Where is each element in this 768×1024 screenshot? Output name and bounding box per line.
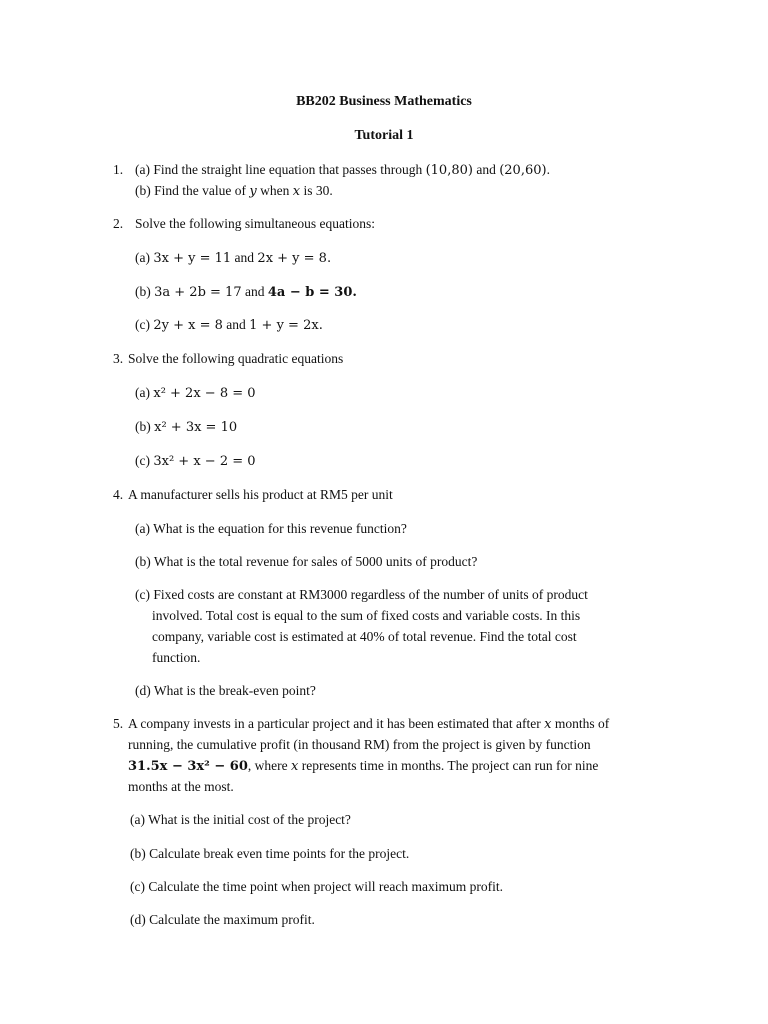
question-4d: (d) What is the break-even point?	[135, 683, 316, 698]
course-title: BB202 Business Mathematics	[296, 94, 472, 109]
profit-function: 31.5x − 3x² − 60	[128, 759, 248, 774]
question-1a: (a) Find the straight line equation that passes through (10,80) and (20,60).	[135, 162, 550, 178]
question-4c-line-1: (c) Fixed costs are constant at RM3000 regardless of the number of units of product	[135, 587, 588, 602]
equation: x² + 2x − 8 = 0	[153, 386, 256, 401]
question-3c: (c) 3x² + x − 2 = 0	[135, 453, 256, 469]
question-5b: (b) Calculate break even time points for the project.	[130, 846, 410, 861]
question-5-line-1: A company invests in a particular project and it has been estimated that after x months of	[128, 716, 610, 732]
equation: 4a − b = 30.	[267, 285, 357, 300]
question-4b: (b) What is the total revenue for sales of 5000 units of product?	[135, 554, 478, 569]
equation: 3x + y = 11	[153, 251, 232, 266]
tutorial-title: Tutorial 1	[354, 128, 414, 143]
question-4c-line-3: company, variable cost is estimated at 40% of total revenue. Find the total cost	[152, 629, 577, 644]
question-5-line-4: months at the most.	[128, 779, 234, 794]
equation: 3x² + x − 2 = 0	[153, 454, 256, 469]
equation: x² + 3x = 10	[154, 420, 238, 435]
equation: 2x + y = 8.	[257, 251, 332, 266]
question-5-number: 5.	[113, 716, 124, 731]
equation: 3a + 2b = 17	[154, 285, 242, 300]
question-2b: (b) 3a + 2b = 17 and 4a − b = 30.	[135, 284, 357, 300]
question-1-number: 1.	[113, 162, 124, 177]
question-4c-line-2: involved. Total cost is equal to the sum of fixed costs and variable costs. In this	[152, 608, 581, 623]
question-5-line-2: running, the cumulative profit (in thousand RM) from the project is given by function	[128, 737, 591, 752]
question-4a: (a) What is the equation for this revenue function?	[135, 521, 407, 536]
question-2-number: 2.	[113, 216, 124, 231]
point-2: (20,60)	[499, 163, 547, 178]
question-5-line-3: 31.5x − 3x² − 60, where x represents time in months. The project can run for nine	[128, 758, 599, 774]
question-5c: (c) Calculate the time point when project will reach maximum profit.	[130, 879, 504, 894]
question-1b: (b) Find the value of y when x is 30.	[135, 183, 333, 199]
question-2c: (c) 2y + x = 8 and 1 + y = 2x.	[135, 317, 323, 333]
question-4c-line-4: function.	[152, 650, 201, 665]
question-3a: (a) x² + 2x − 8 = 0	[135, 385, 256, 401]
equation: 2y + x = 8	[153, 318, 223, 333]
question-2a: (a) 3x + y = 11 and 2x + y = 8.	[135, 250, 332, 266]
question-3-text: Solve the following quadratic equations	[128, 351, 344, 366]
question-5a: (a) What is the initial cost of the project?	[130, 812, 351, 827]
question-3b: (b) x² + 3x = 10	[135, 419, 238, 435]
question-3-number: 3.	[113, 351, 124, 366]
question-2-text: Solve the following simultaneous equations:	[135, 216, 375, 231]
question-5d: (d) Calculate the maximum profit.	[130, 912, 315, 927]
equation: 1 + y = 2x.	[249, 318, 323, 333]
question-4-text: A manufacturer sells his product at RM5 per unit	[128, 487, 393, 502]
question-4-number: 4.	[113, 487, 124, 502]
point-1: (10,80)	[425, 163, 473, 178]
